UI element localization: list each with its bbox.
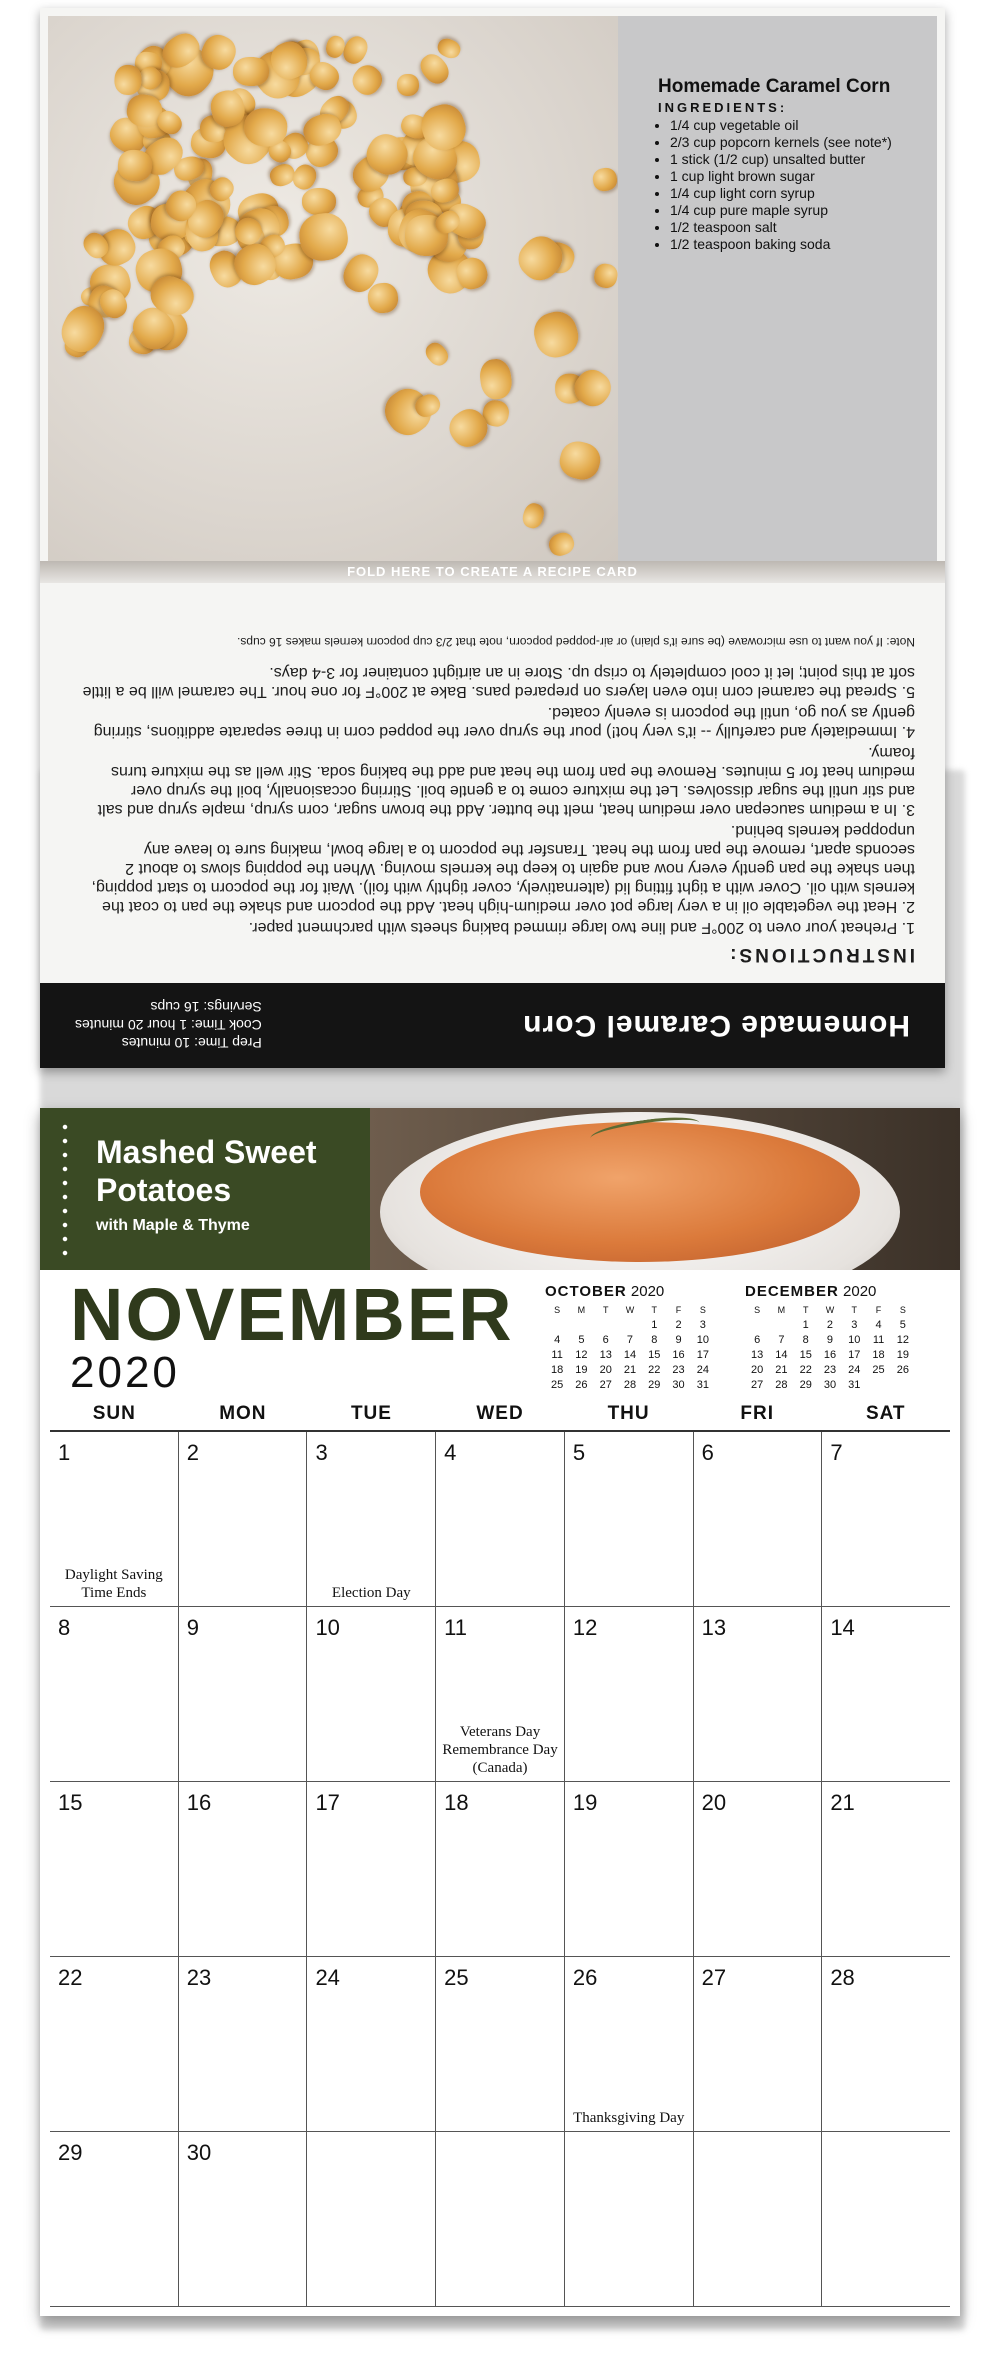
- mini-calendar-grid: [745, 1302, 915, 1392]
- popcorn-kernel: [592, 166, 618, 193]
- mini-day: 27: [599, 1378, 612, 1391]
- ingredients-list: [658, 117, 917, 253]
- mini-day: 14: [775, 1348, 788, 1361]
- mini-weekday-label: M: [777, 1304, 786, 1315]
- fold-line-label: FOLD HERE TO CREATE A RECIPE CARD: [40, 561, 945, 583]
- popcorn-kernel: [520, 501, 546, 530]
- day-number: 27: [701, 1965, 727, 1990]
- week-row: [50, 1607, 950, 1782]
- weekday-label: MON: [219, 1403, 267, 1424]
- day-number: 4: [444, 1440, 457, 1465]
- mini-day: 7: [626, 1333, 634, 1346]
- mini-weekday-label: W: [825, 1304, 835, 1315]
- day-cell[interactable]: [693, 1607, 822, 1781]
- ingredient-item: • 1/2 teaspoon baking soda: [670, 236, 917, 253]
- day-cell[interactable]: [178, 1957, 307, 2131]
- weekday-label: SAT: [865, 1403, 906, 1424]
- mini-day: 24: [848, 1363, 861, 1376]
- mini-day: 17: [696, 1348, 709, 1361]
- mini-calendar-october: [545, 1283, 715, 1392]
- mini-day: 24: [696, 1363, 709, 1376]
- day-cell[interactable]: [306, 2132, 435, 2306]
- mini-day: 3: [851, 1318, 858, 1331]
- mini-weekday-label: T: [602, 1304, 609, 1315]
- day-cell[interactable]: [435, 1607, 564, 1781]
- calendar-page: [40, 1108, 960, 2316]
- recipe-card[interactable]: [40, 8, 945, 1068]
- mini-day: 11: [872, 1333, 885, 1346]
- week-row: [50, 1782, 950, 1957]
- mini-day: 4: [554, 1333, 561, 1346]
- servings: Servings: 16 cups: [150, 999, 262, 1016]
- mini-day: 8: [651, 1333, 658, 1346]
- day-number: 23: [186, 1965, 212, 1990]
- instruction-step: 1. Preheat your oven to 200°F and line two large rimmed baking sheets with parchment paper.: [248, 919, 915, 936]
- day-cell[interactable]: [821, 1782, 950, 1956]
- day-number: 16: [186, 1790, 212, 1815]
- mini-day: 21: [775, 1363, 788, 1376]
- mini-day: [769, 1317, 793, 1332]
- mini-month-name: OCTOBER: [545, 1283, 627, 1300]
- day-cell[interactable]: [435, 1432, 564, 1606]
- day-cell[interactable]: [821, 2132, 950, 2306]
- week-row: [50, 1432, 950, 1607]
- day-event: Daylight Saving Time Ends: [64, 1567, 163, 1601]
- mini-day: [745, 1317, 769, 1332]
- mini-day: 19: [575, 1363, 588, 1376]
- recipe-title: Homemade Caramel Corn: [658, 76, 891, 97]
- day-event: Veterans Day Remembrance Day (Canada): [442, 1724, 558, 1776]
- day-cell[interactable]: [306, 1957, 435, 2131]
- mini-day: 23: [823, 1363, 837, 1376]
- mini-weekday-label: M: [577, 1304, 586, 1315]
- day-number: 18: [444, 1790, 469, 1815]
- popcorn-kernel: [556, 438, 604, 484]
- day-cell[interactable]: [50, 1957, 178, 2131]
- ingredients-panel: [618, 16, 937, 561]
- mini-day: [891, 1377, 915, 1392]
- mini-day: 3: [699, 1318, 706, 1331]
- mini-day: 27: [751, 1378, 764, 1391]
- popcorn-kernel: [529, 307, 583, 362]
- day-number: 9: [186, 1615, 199, 1640]
- mini-weekday-label: T: [851, 1304, 858, 1315]
- mini-day: 10: [848, 1333, 861, 1346]
- day-cell[interactable]: [435, 1957, 564, 2131]
- mini-day: 25: [551, 1378, 564, 1391]
- mini-day: 20: [751, 1363, 764, 1376]
- popcorn-kernel: [367, 281, 400, 314]
- mini-day: 2: [826, 1318, 834, 1331]
- day-cell[interactable]: [693, 1957, 822, 2131]
- mini-day: 17: [848, 1348, 861, 1361]
- feature-recipe-tab[interactable]: [40, 1108, 370, 1270]
- feature-subtitle: with Maple & Thyme: [96, 1217, 250, 1234]
- mini-weekday-label: S: [699, 1304, 706, 1315]
- mini-day: 14: [623, 1348, 637, 1361]
- popcorn-kernel: [233, 56, 269, 86]
- mini-day: 15: [648, 1348, 661, 1361]
- recipe-note: Note: If you want to use microwave (be sure it's plain) or air-popped popcorn, note that 2/3 cup popcorn kernels makes 16 cups.: [237, 635, 915, 649]
- day-cell[interactable]: [821, 1957, 950, 2131]
- day-cell[interactable]: [178, 1607, 307, 1781]
- day-number: 24: [315, 1965, 340, 1990]
- mini-day: [569, 1317, 593, 1332]
- mini-day: 28: [775, 1378, 788, 1391]
- popcorn-kernel: [302, 188, 337, 215]
- day-number: 6: [701, 1440, 714, 1465]
- ingredient-item: • 1/2 teaspoon salt: [670, 219, 917, 236]
- instructions-section: [40, 583, 945, 983]
- day-cell[interactable]: [50, 1432, 178, 1606]
- day-cell[interactable]: [50, 1782, 178, 1956]
- instruction-step: 4. Immediately and carefully -- it's very hot!) pour the syrup over the popped corn in three separate additions, stirring gently as you go, until the popcorn is evenly coated.: [93, 704, 915, 740]
- mini-day: 12: [575, 1348, 588, 1361]
- mini-day: 9: [675, 1333, 682, 1346]
- recipe-title-band: [40, 983, 945, 1068]
- weekday-header-row: [50, 1398, 950, 1432]
- mini-day: 9: [826, 1333, 834, 1346]
- mini-weekday-label: T: [802, 1304, 809, 1315]
- mini-day: 31: [696, 1378, 709, 1391]
- weekday-label: WED: [476, 1403, 524, 1424]
- mini-day: 12: [896, 1333, 909, 1346]
- day-cell[interactable]: [178, 2132, 307, 2306]
- day-cell[interactable]: [50, 2132, 178, 2306]
- day-number: 7: [830, 1440, 843, 1465]
- mini-day: 8: [802, 1333, 809, 1346]
- mini-day: 6: [602, 1333, 609, 1346]
- mini-weekday-label: F: [875, 1304, 882, 1315]
- mini-day: 29: [648, 1378, 661, 1391]
- day-number: 1: [58, 1440, 71, 1465]
- mini-month-year: 2020: [630, 1283, 665, 1300]
- mini-day: 21: [623, 1363, 637, 1376]
- sweet-potato-photo: [370, 1108, 960, 1270]
- popcorn-kernel: [510, 229, 569, 288]
- mini-weekday-label: T: [651, 1304, 658, 1315]
- day-cell[interactable]: [564, 1782, 693, 1956]
- day-number: 22: [58, 1965, 83, 1990]
- day-cell[interactable]: [564, 1957, 693, 2131]
- month-title: NOVEMBER: [70, 1273, 514, 1356]
- instruction-step: 3. In a medium saucepan over medium heat, melt the butter. Add the brown sugar, corn syrup, maple syrup and salt and stir until the sugar dissolves. Let the mixture come to a gentle boil. Stirring occasionally, boil the syrup over medium heat for 5 minutes. Remove the pan from the heat and add the baking soda. Stir well as the mixture turns foamy.: [97, 744, 915, 818]
- day-number: 20: [701, 1790, 727, 1815]
- mini-day: [594, 1317, 618, 1332]
- ingredient-item: • 1/4 cup pure maple syrup: [670, 202, 917, 219]
- day-cell[interactable]: [693, 1432, 822, 1606]
- day-number: 19: [572, 1790, 598, 1815]
- day-event: Election Day: [331, 1585, 411, 1601]
- day-number: 5: [572, 1440, 586, 1465]
- day-cell[interactable]: [178, 1782, 307, 1956]
- popcorn-kernel: [478, 358, 513, 401]
- mini-day: 20: [599, 1363, 612, 1376]
- day-number: 21: [830, 1790, 855, 1815]
- mash-shape: [420, 1122, 860, 1262]
- mini-day: 10: [696, 1333, 709, 1346]
- ingredient-item: • 1 stick (1/2 cup) unsalted butter: [670, 151, 917, 168]
- mini-day: 28: [623, 1378, 637, 1391]
- day-cell[interactable]: [564, 1607, 693, 1781]
- mini-day: 23: [672, 1363, 685, 1376]
- mini-day: 16: [823, 1348, 837, 1361]
- instruction-step: 5. Spread the caramel corn into even layers on prepared pans. Bake at 200°F for one hour. The caramel will be a little soft at this point; let it cool completely to crisp up. Store in an airtight container for 3-4 days.: [82, 664, 915, 700]
- month-grid: [50, 1398, 950, 2307]
- popcorn-kernel: [593, 262, 618, 289]
- mini-day: 26: [896, 1363, 909, 1376]
- ingredients-heading: INGREDIENTS:: [658, 100, 788, 115]
- day-number: 25: [444, 1965, 469, 1990]
- day-event: Thanksgiving Day: [573, 2110, 685, 2126]
- day-number: 15: [58, 1790, 83, 1815]
- mini-weekday-label: S: [554, 1304, 561, 1315]
- day-cell[interactable]: [821, 1432, 950, 1606]
- day-number: 10: [315, 1615, 340, 1640]
- day-number: 29: [58, 2140, 83, 2165]
- day-cell[interactable]: [564, 1432, 693, 1606]
- popcorn-kernel: [396, 74, 419, 97]
- mini-day: 31: [848, 1378, 861, 1391]
- dotted-line-icon: [62, 1120, 68, 1260]
- mini-day: 30: [823, 1378, 837, 1391]
- popcorn-kernel: [422, 339, 452, 369]
- day-cell[interactable]: [435, 1782, 564, 1956]
- day-cell[interactable]: [306, 1607, 435, 1781]
- day-cell[interactable]: [50, 1607, 178, 1781]
- popcorn-kernel: [569, 364, 618, 413]
- year-title: 2020: [70, 1348, 180, 1397]
- mini-day: 30: [672, 1378, 685, 1391]
- cook-time: Cook Time: 1 hour 20 minutes: [75, 1017, 262, 1034]
- mini-weekday-label: F: [675, 1304, 682, 1315]
- day-number: 14: [830, 1615, 855, 1640]
- popcorn-kernel: [348, 60, 388, 100]
- mini-day: 6: [754, 1333, 761, 1346]
- prep-time: Prep Time: 10 minutes: [121, 1035, 262, 1052]
- day-cell[interactable]: [306, 1432, 435, 1606]
- mini-day: 18: [551, 1363, 564, 1376]
- mini-calendar-title: [745, 1283, 915, 1300]
- bowl-shape: [380, 1112, 900, 1270]
- ingredient-item: • 1 cup light brown sugar: [670, 168, 917, 185]
- mini-day: 25: [872, 1363, 885, 1376]
- popcorn-kernel: [546, 529, 577, 559]
- day-cell[interactable]: [435, 2132, 564, 2306]
- mini-day: 29: [799, 1378, 812, 1391]
- instructions-heading: INSTRUCTIONS:: [727, 944, 915, 965]
- mini-day: 4: [875, 1318, 882, 1331]
- mini-day: 22: [648, 1363, 661, 1376]
- day-cell[interactable]: [178, 1432, 307, 1606]
- day-number: 26: [572, 1965, 598, 1990]
- feature-title-line1: Mashed Sweet: [96, 1134, 317, 1170]
- day-cell[interactable]: [306, 1782, 435, 1956]
- mini-day: [545, 1317, 569, 1332]
- weekday-label: TUE: [350, 1403, 392, 1424]
- ingredient-item: • 1/4 cup vegetable oil: [670, 117, 917, 134]
- week-row: [50, 2132, 950, 2307]
- recipe-meta: [75, 999, 262, 1053]
- day-number: 30: [186, 2140, 212, 2165]
- mini-day: 1: [802, 1318, 809, 1331]
- band-title: Homemade Caramel Corn: [522, 1009, 910, 1043]
- mini-day: 2: [675, 1318, 682, 1331]
- day-cell[interactable]: [693, 2132, 822, 2306]
- mini-day: 1: [651, 1318, 658, 1331]
- day-number: 17: [315, 1790, 340, 1815]
- mini-day: 22: [799, 1363, 812, 1376]
- mini-day: 26: [575, 1378, 588, 1391]
- mini-day: [866, 1377, 890, 1392]
- mini-day: 18: [872, 1348, 885, 1361]
- mini-calendar-title: [545, 1283, 715, 1300]
- mini-day: 5: [899, 1318, 906, 1331]
- weekday-label: FRI: [740, 1403, 774, 1424]
- mini-day: 5: [578, 1333, 585, 1346]
- mini-weekday-label: S: [754, 1304, 761, 1315]
- day-number: 12: [572, 1615, 598, 1640]
- ingredient-item: • 2/3 cup popcorn kernels (see note*): [670, 134, 917, 151]
- ingredient-item: • 1/4 cup light corn syrup: [670, 185, 917, 202]
- day-number: 11: [444, 1615, 467, 1640]
- mini-month-year: 2020: [843, 1283, 877, 1300]
- feature-title-line2: Potatoes: [96, 1172, 232, 1208]
- day-cell[interactable]: [693, 1782, 822, 1956]
- day-number: 28: [830, 1965, 855, 1990]
- day-cell[interactable]: [821, 1607, 950, 1781]
- day-number: 13: [701, 1615, 727, 1640]
- mini-day: 13: [599, 1348, 612, 1361]
- weeks-container: [50, 1432, 950, 2307]
- mini-day: [618, 1317, 642, 1332]
- instruction-step: 2. Heat the vegetable oil in a very large pot over medium-high heat. Add the popcorn and shake the pan to coat the kernels with oil. Cover with a tight fitting lid (alternatively, cover tightly with foil). Wait for the popcorn to start popping, then shake the pan gently every now and again to keep the kernels moving. When the popping slows to about 2 seconds apart, remove the pan from the heat. Transfer the popcorn to a large bowl, making sure to leave any unpopped kernels behind.: [91, 822, 915, 915]
- mini-weekday-label: S: [899, 1304, 906, 1315]
- mini-calendar-grid: [545, 1302, 715, 1392]
- mini-day: 15: [799, 1348, 812, 1361]
- day-number: 3: [315, 1440, 328, 1465]
- mini-day: 11: [551, 1348, 563, 1361]
- mini-day: 7: [778, 1333, 785, 1346]
- mini-month-name: DECEMBER: [745, 1283, 839, 1300]
- day-number: 2: [186, 1440, 199, 1465]
- day-number: 8: [58, 1615, 71, 1640]
- mini-day: 13: [751, 1348, 764, 1361]
- weekday-label: SUN: [92, 1403, 136, 1424]
- mini-calendar-december: [745, 1283, 915, 1392]
- mini-day: 16: [672, 1348, 685, 1361]
- popcorn-kernel: [339, 33, 372, 68]
- weekday-label: THU: [607, 1403, 650, 1424]
- caramel-corn-photo: [48, 16, 618, 561]
- week-row: [50, 1957, 950, 2132]
- day-cell[interactable]: [564, 2132, 693, 2306]
- mini-day: 19: [896, 1348, 909, 1361]
- mini-weekday-label: W: [625, 1304, 635, 1315]
